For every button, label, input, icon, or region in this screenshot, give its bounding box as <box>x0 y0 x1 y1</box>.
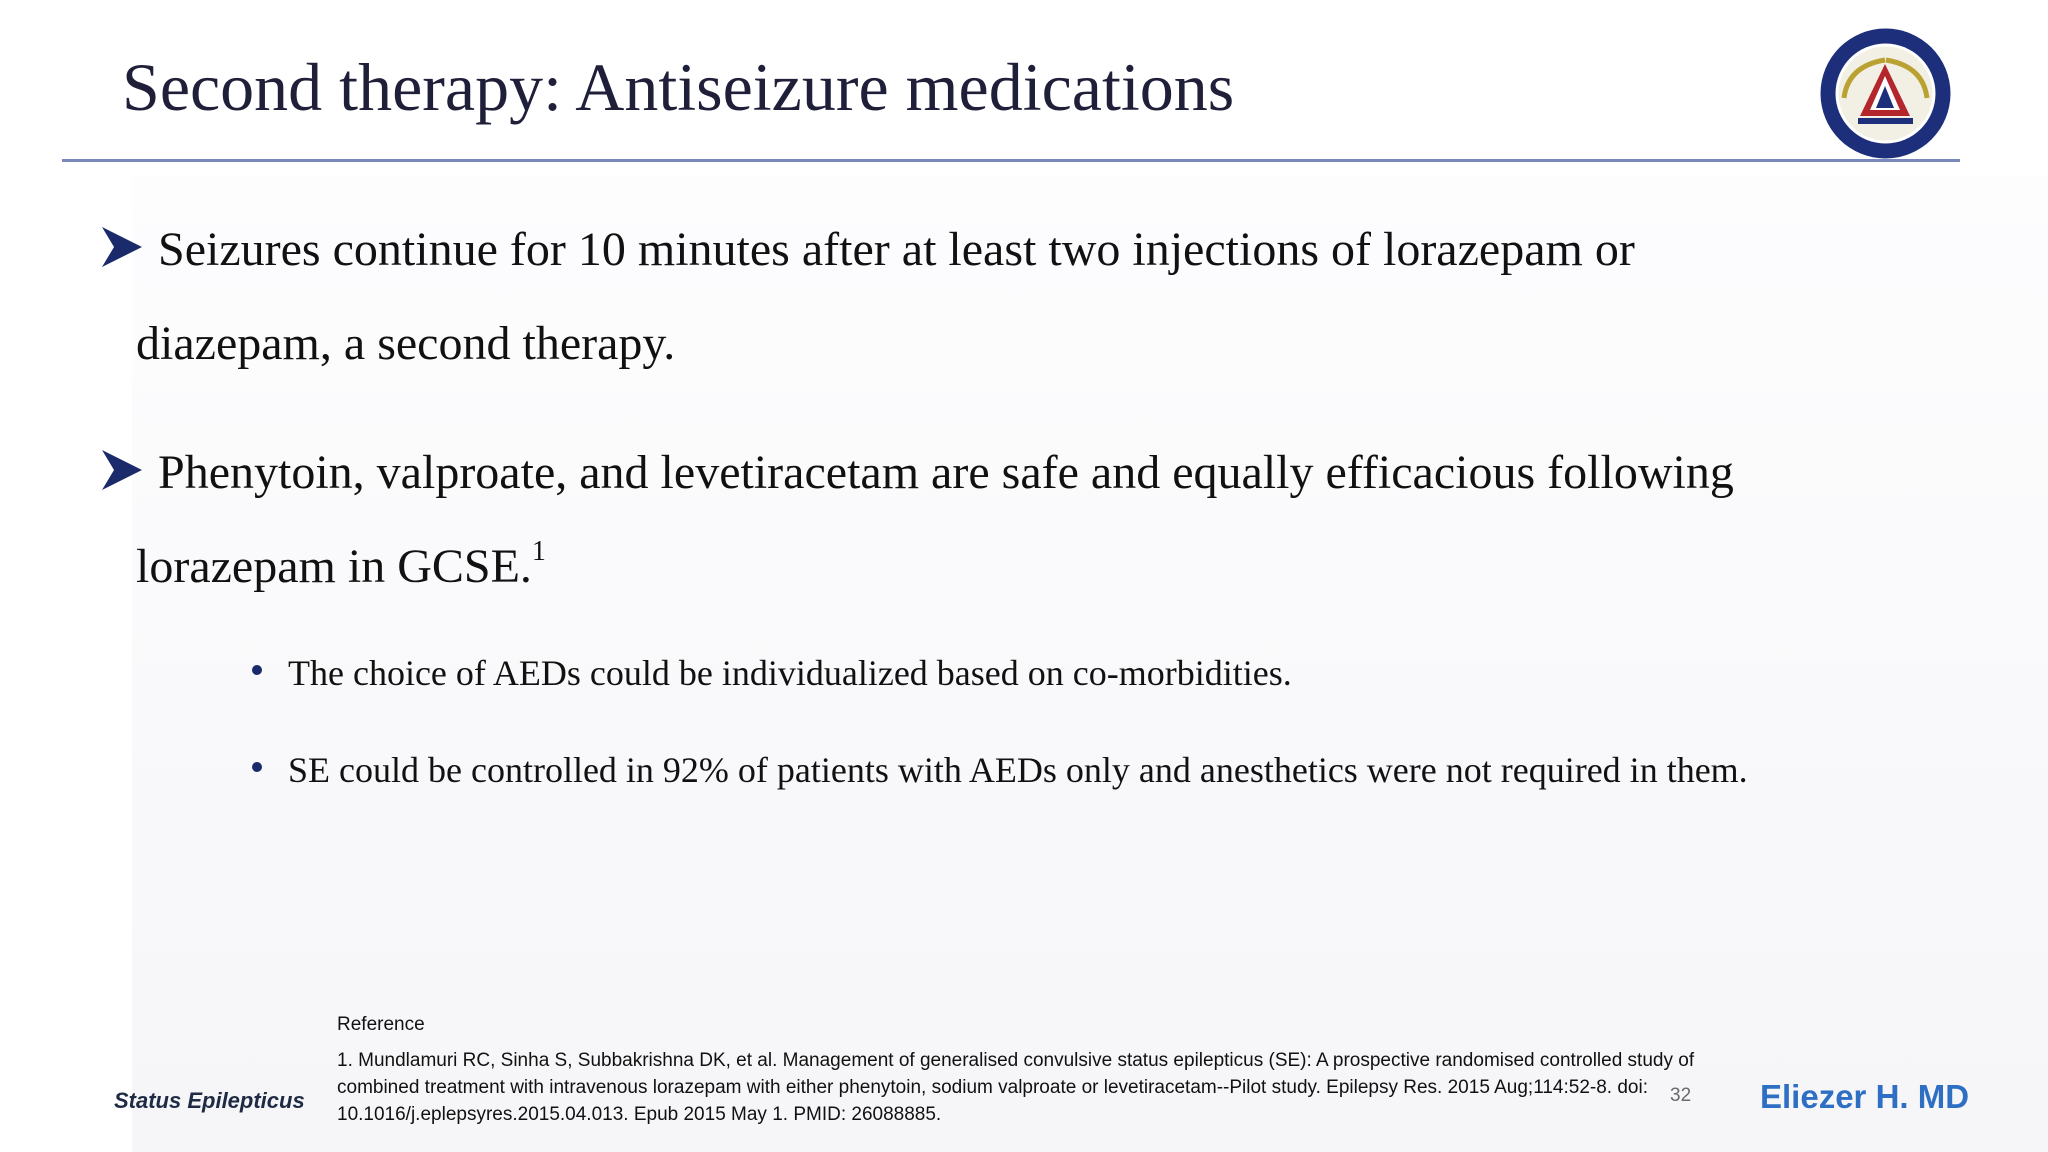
title-divider <box>62 159 1960 162</box>
bullet-1-line-2: diazepam, a second therapy. <box>136 317 676 370</box>
sub-bullet-item <box>252 652 1292 694</box>
bullet-2-line-2: lorazepam in GCSE. <box>136 540 532 593</box>
bullet-1-line-1: Seizures continue for 10 minutes after at least two injections of lorazepam or <box>158 223 1635 276</box>
reference-heading: Reference <box>337 1014 425 1035</box>
university-seal-icon <box>1818 26 1953 161</box>
sub-bullet-text: The choice of AEDs could be individualized based on co-morbidities. <box>288 653 1292 693</box>
reference-line: 10.1016/j.eplepsyres.2015.04.013. Epub 2015 May 1. PMID: 26088885. <box>337 1104 942 1125</box>
bullet-dot-icon <box>252 665 262 675</box>
footer-author: Eliezer H. MD <box>1760 1078 1970 1115</box>
sub-bullet-item <box>252 749 1748 791</box>
footer-topic: Status Epilepticus <box>114 1088 305 1113</box>
arrow-bullet-icon <box>100 448 144 492</box>
page-number: 32 <box>1670 1085 1692 1106</box>
bullet-dot-icon <box>252 762 262 772</box>
sub-bullet-text: SE could be controlled in 92% of patients with AEDs only and anesthetics were not required in them. <box>288 750 1748 790</box>
bullet-item-2 <box>100 426 1734 614</box>
arrow-bullet-icon <box>100 225 144 269</box>
reference-line: combined treatment with intravenous lorazepam with either phenytoin, sodium valproate or levetiracetam--Pilot study. Epilepsy Res. 2015 Aug;114:52-8. doi: <box>337 1077 1648 1098</box>
slide-title: Second therapy: Antiseizure medications <box>122 49 1235 125</box>
reference-line: 1. Mundlamuri RC, Sinha S, Subbakrishna DK, et al. Management of generalised convulsive status epilepticus (SE): A prospective randomised controlled study of <box>337 1050 1695 1071</box>
citation-superscript: 1 <box>531 536 546 567</box>
bullet-2-line-1: Phenytoin, valproate, and levetiracetam are safe and equally efficacious following <box>158 446 1734 499</box>
bullet-item-1 <box>100 203 1635 391</box>
